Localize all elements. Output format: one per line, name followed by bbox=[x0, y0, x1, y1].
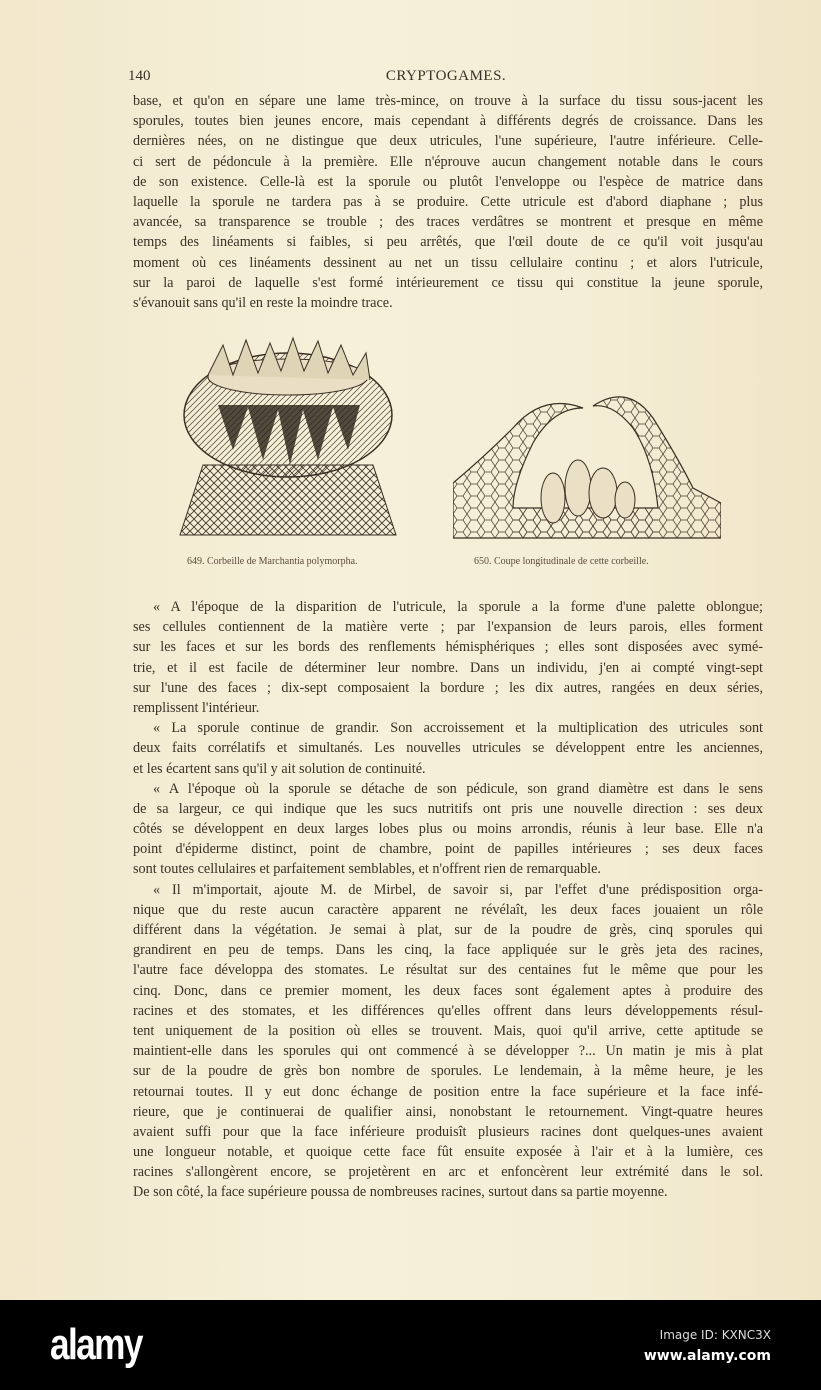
text-line: base, et qu'on en sépare une lame très-mince, on trouve à la surface du tissu sous-jacent les bbox=[133, 93, 763, 109]
site-url: www.alamy.com bbox=[643, 1348, 771, 1364]
text-line: et les écartent sans qu'il y ait solution de continuité. bbox=[133, 760, 426, 777]
text-line: laquelle la sporule ne tardera pas à se produire. Cette utricule est d'abord diaphane ; plus bbox=[133, 193, 763, 210]
paragraph-continued bbox=[133, 91, 763, 313]
text-line: « A l'époque de la disparition de l'utricule, la sporule a la forme d'une palette oblongue; bbox=[153, 599, 763, 615]
text-line: avaient suffi pour que la face inférieure produisît plusieurs racines dont quelques-unes avaient bbox=[133, 1123, 763, 1140]
alamy-logo: alamy bbox=[50, 1320, 142, 1369]
text-line: l'autre face développa des stomates. Le résultat sur des centaines fut le même que pour les bbox=[133, 962, 763, 979]
text-line: différent dans la végétation. Je semai à plat, sur de la poudre de grès, cinq sporules qui bbox=[133, 922, 763, 938]
text-line: une longueur notable, et quoique cette face fût ensuite exposée à l'air et à la lumière, ces bbox=[133, 1144, 763, 1161]
text-line: retournai toutes. Il y eut donc échange de position entre la face supérieure et la face infé- bbox=[133, 1083, 763, 1100]
running-title: CRYPTOGAMES. bbox=[385, 68, 507, 84]
text-line: sont toutes cellulaires et parfaitement semblables, et n'offrent rien de remarquable. bbox=[133, 861, 601, 878]
text-line: sur la paroi de laquelle s'est formé intérieurement ce tissu qui constitue la jeune sporule, bbox=[133, 274, 763, 291]
text-line: point d'épiderme distinct, point de chambre, point de papilles intérieures ; ses deux faces bbox=[133, 841, 763, 858]
text-line: rieure, que je continuerai de qualifier ainsi, nonobstant le retournement. Vingt-quatre heures bbox=[133, 1103, 763, 1120]
text-line: deux faits corrélatifs et simultanés. Les nouvelles utricules se développent entre les anciennes, bbox=[133, 740, 763, 757]
text-line: de son existence. Celle-là est la sporule ou plutôt l'enveloppe ou l'espèce de matrice dans bbox=[133, 173, 763, 190]
figure-649-marchantia-cup bbox=[178, 335, 398, 540]
text-line: racines et des stomates, et les différences qu'elles offrent dans leurs développements résul- bbox=[133, 1002, 763, 1019]
text-line: maintient-elle dans les sporules qui ont commencé à se développer ?... Un matin je mis à plat bbox=[133, 1043, 763, 1060]
text-line: ses cellules contiennent de la matière verte ; par l'expansion de leurs parois, elles forment bbox=[133, 619, 763, 636]
text-line: De son côté, la face supérieure poussa de nombreuses racines, surtout dans sa partie moyenne. bbox=[133, 1184, 668, 1201]
text-line: tent uniquement de la position où elles se trouvent. Mais, quoi qu'il arrive, cette aptitude se bbox=[133, 1022, 763, 1039]
text-line: s'évanouit sans qu'il en reste la moindre trace. bbox=[133, 294, 393, 311]
text-line: sur l'une des faces ; dix-sept composaient la bordure ; les dix autres, rangées en deux séries, bbox=[133, 679, 763, 696]
text-line: grandirent en peu de temps. Dans les cinq, la face appliquée sur le grès jeta des racines, bbox=[133, 942, 763, 959]
text-line: « La sporule continue de grandir. Son accroissement et la multiplication des utricules sont bbox=[153, 720, 763, 737]
text-line: nique que du reste aucun caractère apparent ne révélaît, les deux faces jouaient un rôle bbox=[133, 901, 763, 918]
text-line: racines s'allongèrent encore, se projetèrent en arc et enfoncèrent leur extrémité dans le sol. bbox=[133, 1164, 763, 1181]
text-line: dernières nées, on ne distingue que deux utricules, l'une supérieure, l'autre inférieure. Celle- bbox=[133, 133, 763, 150]
text-line: trie, et il est facile de déterminer leur nombre. Dans un individu, j'en ai compté vingt-sept bbox=[133, 659, 763, 676]
text-line: sur de la poudre de grès bon nombre de sporules. Le lendemain, à la même heure, je les bbox=[133, 1063, 763, 1080]
text-line: temps des linéaments si faibles, si peu arrêtés, que l'œil doute de ce qu'il voit jusqu'au bbox=[133, 234, 763, 251]
text-line: sporules, toutes bien jeunes encore, mais cependant à différents degrés de croissance. Dans les bbox=[133, 113, 763, 130]
text-line: cinq. Donc, dans ce premier moment, les deux faces sont également aptes à produire des bbox=[133, 982, 763, 999]
image-id: Image ID: KXNC3X bbox=[659, 1328, 771, 1342]
text-line: de sa largeur, ce qui indique que les sucs nutritifs ont pris une nouvelle direction : ses deux bbox=[133, 800, 763, 817]
text-line: sur les faces et sur les bords des renflements hémisphériques ; elles sont disposées avec symé- bbox=[133, 639, 763, 656]
text-line: « Il m'importait, ajoute M. de Mirbel, de savoir si, par l'effet d'une prédisposition orga- bbox=[153, 881, 763, 898]
page-number: 140 bbox=[128, 68, 151, 84]
watermark-footer bbox=[0, 1300, 821, 1390]
text-line: remplissent l'intérieur. bbox=[133, 699, 260, 716]
text-line: côtés se développent en deux larges lobes plus ou moins arrondis, réunis à leur base. Elle n'a bbox=[133, 821, 763, 838]
paragraph bbox=[133, 597, 763, 718]
figure-caption-649: 649. Corbeille de Marchantia polymorpha. bbox=[187, 556, 358, 567]
page-header bbox=[128, 68, 764, 88]
paragraph bbox=[133, 880, 763, 1203]
main-text bbox=[133, 597, 763, 1203]
paragraph bbox=[133, 779, 763, 880]
text-line: « A l'époque où la sporule se détache de son pédicule, son grand diamètre est dans le sens bbox=[153, 780, 763, 797]
text-line: moment où ces linéaments dessinent au net un tissu cellulaire continu ; et alors l'utricule, bbox=[133, 254, 763, 271]
figure-caption-650: 650. Coupe longitudinale de cette corbeille. bbox=[474, 556, 649, 567]
text-line: avancée, sa transparence se trouble ; des traces verdâtres se montrent et presque en même bbox=[133, 214, 763, 231]
figure-650-longitudinal-section bbox=[453, 388, 721, 543]
paragraph bbox=[133, 718, 763, 779]
text-line: ci sert de pédoncule à la première. Elle n'éprouve aucun changement notable dans le cours bbox=[133, 153, 763, 170]
